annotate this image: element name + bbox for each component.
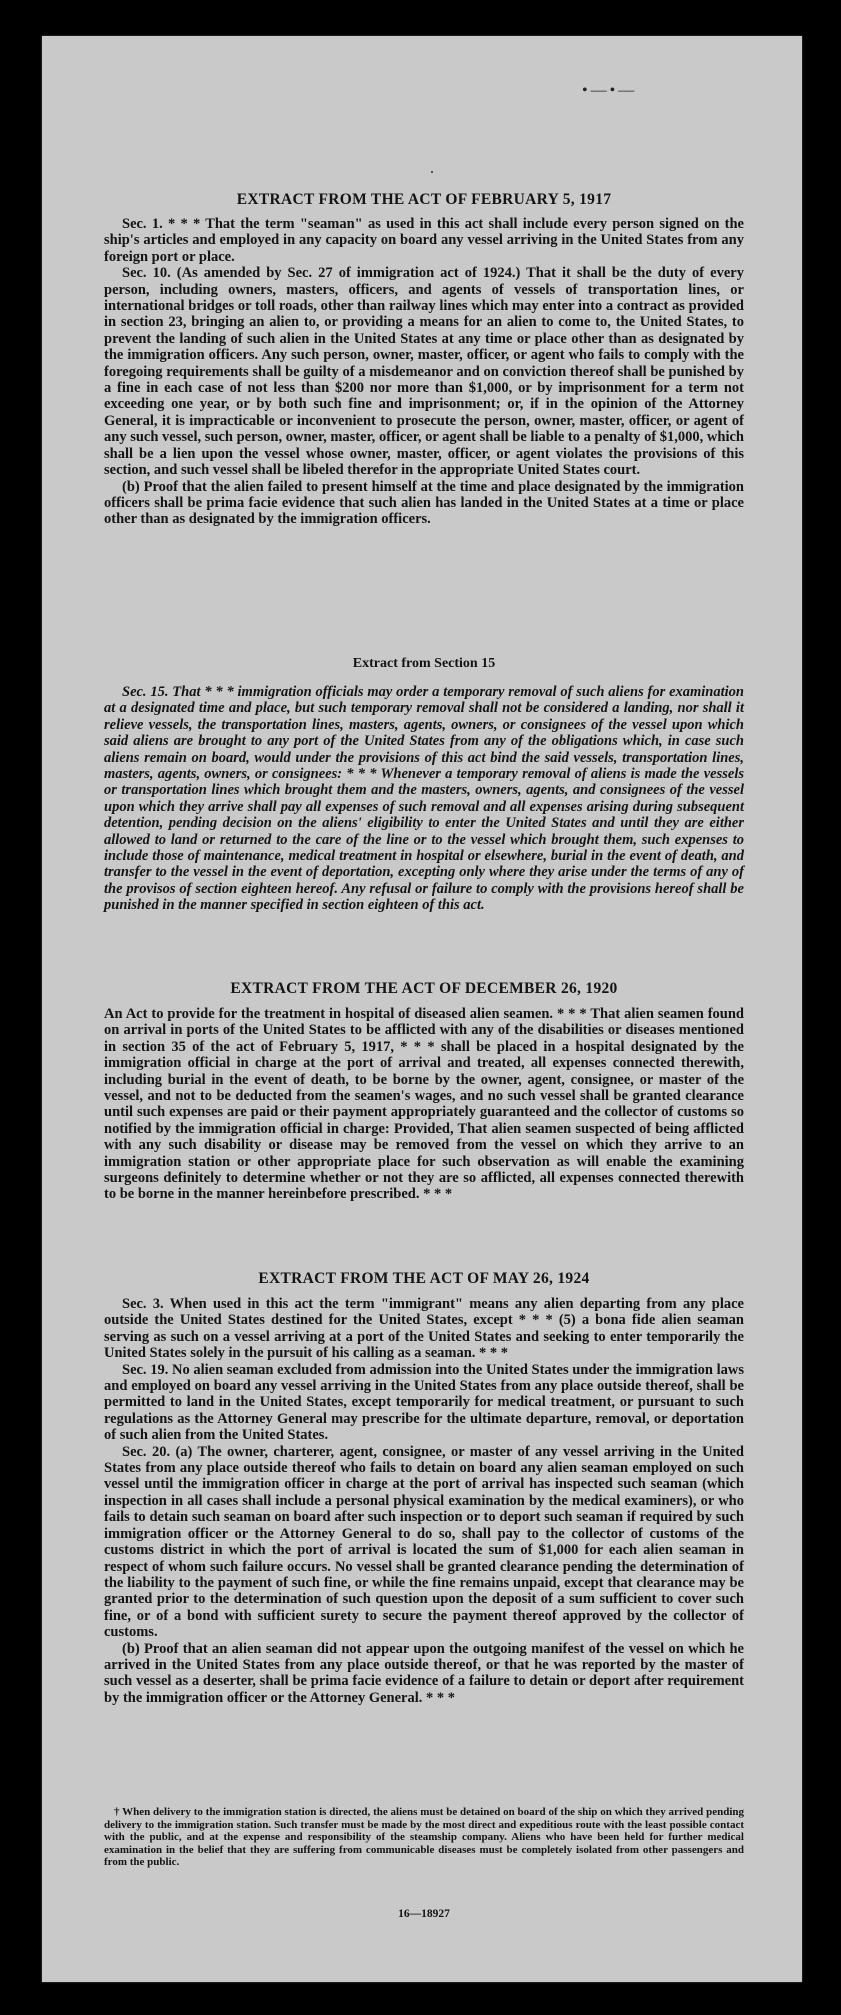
body-1920 <box>104 1006 744 1203</box>
paragraph-sec-10b: (b) Proof that the alien failed to present himself at the time and place designated by the immigration officers shall be prima facie evidence that such alien has landed in the United States at a time or place other than as designated by the immigration officers. <box>104 478 744 528</box>
heading-act-1924: EXTRACT FROM THE ACT OF MAY 26, 1924 <box>258 1270 590 1287</box>
subheading-section-15: Extract from Section 15 <box>352 656 496 671</box>
paragraph-sec-15: Sec. 15. That * * * immigration officials may order a temporary removal of such aliens for examination at a designated time and place, but such temporary removal shall not be considered a landing, nor shall it relieve vessels, the transportation lines, masters, agents, owners, or consignees of the vessel upon which said aliens are brought to any port of the United States from any of the obligations which, in case such aliens remain on board, would under the provisions of this act bind the said vessels, transportation lines, masters, agents, owners, or consignees: * * * Whenever a temporary removal of aliens is made the vessels or transportation lines which brought them and the masters, owners, agents, and consignees of the vessel upon which they arrive shall pay all expenses of such removal and all expenses arising during subsequent detention, pending decision on the aliens' eligibility to enter the United States and until they are either allowed to land or returned to the care of the line or to the vessel which brought them, such expenses to include those of maintenance, medical treatment in hospital or elsewhere, burial in the event of death, and transfer to the vessel in the event of deportation, excepting only where they arise under the terms of any of the provisos of section eighteen hereof. Any refusal or failure to comply with the provisions hereof shall be punished in the manner specified in section eighteen of this act. <box>104 684 744 914</box>
section-1924 <box>104 1270 744 1288</box>
section-15-heading-wrap <box>104 656 744 672</box>
paragraph-sec-20a: Sec. 20. (a) The owner, charterer, agent, consignee, or master of any vessel arriving in the United States from any place outside thereof who fails to detain on board any alien seaman employed on such vessel until the immigration officer in charge at the port of arrival has inspected such seaman (which inspection in all cases shall include a personal physical examination by the medical examiners), or who fails to detain such seaman on board after such inspection or to deport such seaman if required by such immigration officer or the Attorney General to do so, shall pay to the collector of customs of the customs district in which the port of arrival is located the sum of $1,000 for each alien seaman in respect of whom such failure occurs. No vessel shall be granted clearance pending the determination of the liability to the payment of such fine, or while the fine remains unpaid, except that clearance may be granted prior to the determination of such question upon the deposit of a sum sufficient to cover such fine, or of a bond with sufficient surety to secure the payment thereof approved by the collector of customs. <box>104 1443 744 1641</box>
heading-act-1917: EXTRACT FROM THE ACT OF FEBRUARY 5, 1917 <box>236 191 612 208</box>
heading-act-1920: EXTRACT FROM THE ACT OF DECEMBER 26, 1920 <box>230 980 618 997</box>
paragraph-sec-20b: (b) Proof that an alien seaman did not appear upon the outgoing manifest of the vessel on which he arrived in the United States from any place outside thereof, or that he was reported by the master of such vessel as a deserter, shall be prima facie evidence of a failure to detain or deport after requirement by the immigration officer or the Attorney General. * * * <box>104 1640 744 1706</box>
body-section-15 <box>104 684 744 914</box>
document-page <box>42 36 802 1982</box>
section-1920 <box>104 980 744 998</box>
paragraph-sec-19: Sec. 19. No alien seaman excluded from admission into the United States under the immigration laws and employed on board any vessel arriving in the United States from any place outside thereof, shall be permitted to land in the United States, except temporarily for medical treatment, or pursuant to such regulations as the Attorney General may prescribe for the ultimate departure, removal, or deportation of such alien from the United States. <box>104 1361 744 1444</box>
footnote-text: † When delivery to the immigration station is directed, the aliens must be detained on board of the ship on which they arrived pending delivery to the immigration station. Such transfer must be made by the most direct and expeditious route with the least possible contact with the public, and at the expense and responsibility of the steamship company. Aliens who have been held for further medical examination in the belief that they are suffering from communicable diseases must be completely isolated from other passengers and from the public. <box>104 1806 744 1869</box>
page-number: 16—18927 <box>398 1908 450 1920</box>
scan-mark: •—•— <box>582 82 638 99</box>
paragraph-sec-10: Sec. 10. (As amended by Sec. 27 of immigration act of 1924.) That it shall be the duty of every person, including owners, masters, officers, and agents of vessels of transportation lines, or international bridges or toll roads, other than railway lines which may enter into a contract as provided in section 23, bringing an alien to, or providing a means for an alien to come to, the United States, to prevent the landing of such alien in the United States at any time or place other than as designated by the immigration officers. Any such person, owner, master, officer, or agent who fails to comply with the foregoing requirements shall be guilty of a misdemeanor and on conviction thereof shall be punished by a fine in each case of not less than $200 nor more than $1,000, or by imprisonment for a term not exceeding one year, or by both such fine and imprisonment; or, if in the opinion of the Attorney General, it is impracticable or inconvenient to prosecute the person, owner, master, officer, or agent of any such vessel, such person, owner, master, officer, or agent shall be liable to a penalty of $1,000, which shall be a lien upon the vessel whose owner, master, officer, or agent violates the provisions of this section, and such vessel shall be libeled therefor in the appropriate United States court. <box>104 265 744 479</box>
body-1917 <box>104 216 744 528</box>
body-1924 <box>104 1296 744 1706</box>
scan-dot: . <box>430 160 437 177</box>
paragraph-act-1920: An Act to provide for the treatment in hospital of diseased alien seamen. * * * That alien seamen found on arrival in ports of the United States to be afflicted with any of the disabilities or diseases mentioned in section 35 of the act of February 5, 1917, * * * shall be placed in a hospital designated by the immigration official in charge at the port of arrival and treated, all expenses connected therewith, including burial in the event of death, to be borne by the owner, agent, consignee, or master of the vessel, and not to be deducted from the seamen's wages, and no such vessel shall be granted clearance until such expenses are paid or their payment appropriately guaranteed and the collector of customs so notified by the immigration official in charge: Provided, That alien seamen suspected of being afflicted with any such disability or disease may be removed from the vessel on which they arrive to an immigration station or other appropriate place for such observation as will enable the examining surgeons definitely to determine whether or not they are so afflicted, all expenses connected therewith to be borne in the manner hereinbefore prescribed. * * * <box>104 1006 744 1203</box>
paragraph-sec-3: Sec. 3. When used in this act the term "immigrant" means any alien departing from any place outside the United States destined for the United States, except * * * (5) a bona fide alien seaman serving as such on a vessel arriving at a port of the United States and seeking to enter temporarily the United States solely in the pursuit of his calling as a seaman. * * * <box>104 1296 744 1362</box>
paragraph-sec-1: Sec. 1. * * * That the term "seaman" as used in this act shall include every person signed on the ship's articles and employed in any capacity on board any vessel arriving in the United States from any foreign port or place. <box>104 216 744 265</box>
section-1917 <box>104 191 744 209</box>
footnote <box>104 1806 744 1869</box>
page-footer <box>104 1908 744 1920</box>
